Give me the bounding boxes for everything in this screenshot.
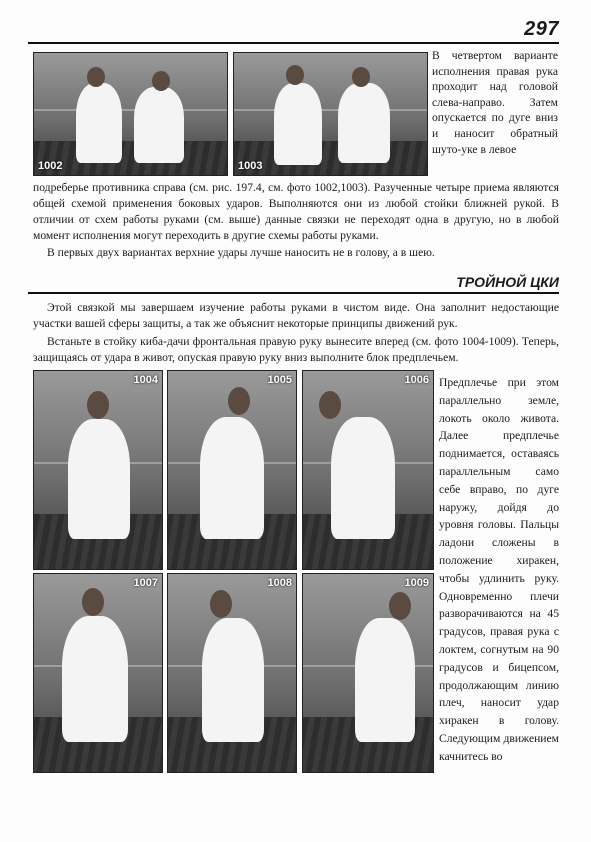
photo-label: 1002 [38, 160, 63, 172]
photo-1007 [33, 573, 163, 773]
section1-para2: В первых двух вариантах верхние удары лучше наносить не в голову, а в шею. [47, 246, 435, 259]
section-heading: ТРОЙНОЙ ЦКИ [456, 274, 559, 290]
section1-right-text: В четвертом варианте исполнения правая рука проходит над головой слева-направо. Затем опускается по дуге вниз и наносит обратный шуто-уке в левое [432, 49, 558, 156]
photo-1002 [33, 52, 228, 176]
section2-para2: Встаньте в стойку киба-дачи фронтальная правую руку вынесите вперед (см. фото 1004-1009). Теперь, защищаясь от удара в живот, опуская правую руку вниз выполните блок предплечьем. [33, 335, 559, 364]
photo-label: 1007 [133, 577, 158, 589]
photo-label: 1004 [133, 374, 158, 386]
section1-continued: подреберье противника справа (см. рис. 197.4, см. фото 1002,1003). Разученные четыре приема являются общей схемой применения боковых ударов. Выполняются они из любой стойки ближней рукой. В отличии от схем работы руками (см. выше) данные связки не переходят одна в другую, но в любой момент исполнения могут переходить в другие схемы работы руками. [33, 181, 559, 242]
photo-1009 [302, 573, 434, 773]
photo-label: 1006 [404, 374, 429, 386]
photo-label: 1009 [404, 577, 429, 589]
photo-1005 [167, 370, 297, 570]
photo-1003 [233, 52, 428, 176]
header-rule [28, 42, 559, 44]
photo-label: 1003 [238, 160, 263, 172]
photo-1008 [167, 573, 297, 773]
photo-label: 1005 [267, 374, 292, 386]
photo-1004 [33, 370, 163, 570]
photo-label: 1008 [267, 577, 292, 589]
photo-1006 [302, 370, 434, 570]
page-number: 297 [524, 18, 559, 40]
heading-rule [28, 292, 559, 294]
section2-para1: Этой связкой мы завершаем изучение работы руками в чистом виде. Она заполнит недостающие участки вашей сферы защиты, а так же объяснит некоторые принципы движений рук. [33, 301, 559, 330]
section2-right-text: Предплечье при этом параллельно земле, локоть около живота. Далее предплечье поднимается, оставаясь параллельным само себе вправо, по дуге наружу, дойдя до уровня головы. Пальцы ладони сложены в положение хиракен, чтобы удлинить руку. Одновременно плечи разворачиваются на 45 градусов, правая рука с локтем, согнутым на 90 градусов и бицепсом, продолжающим линию плеч, наносит удар хиракен в голову. Следующим движением качнитесь во [439, 376, 559, 763]
